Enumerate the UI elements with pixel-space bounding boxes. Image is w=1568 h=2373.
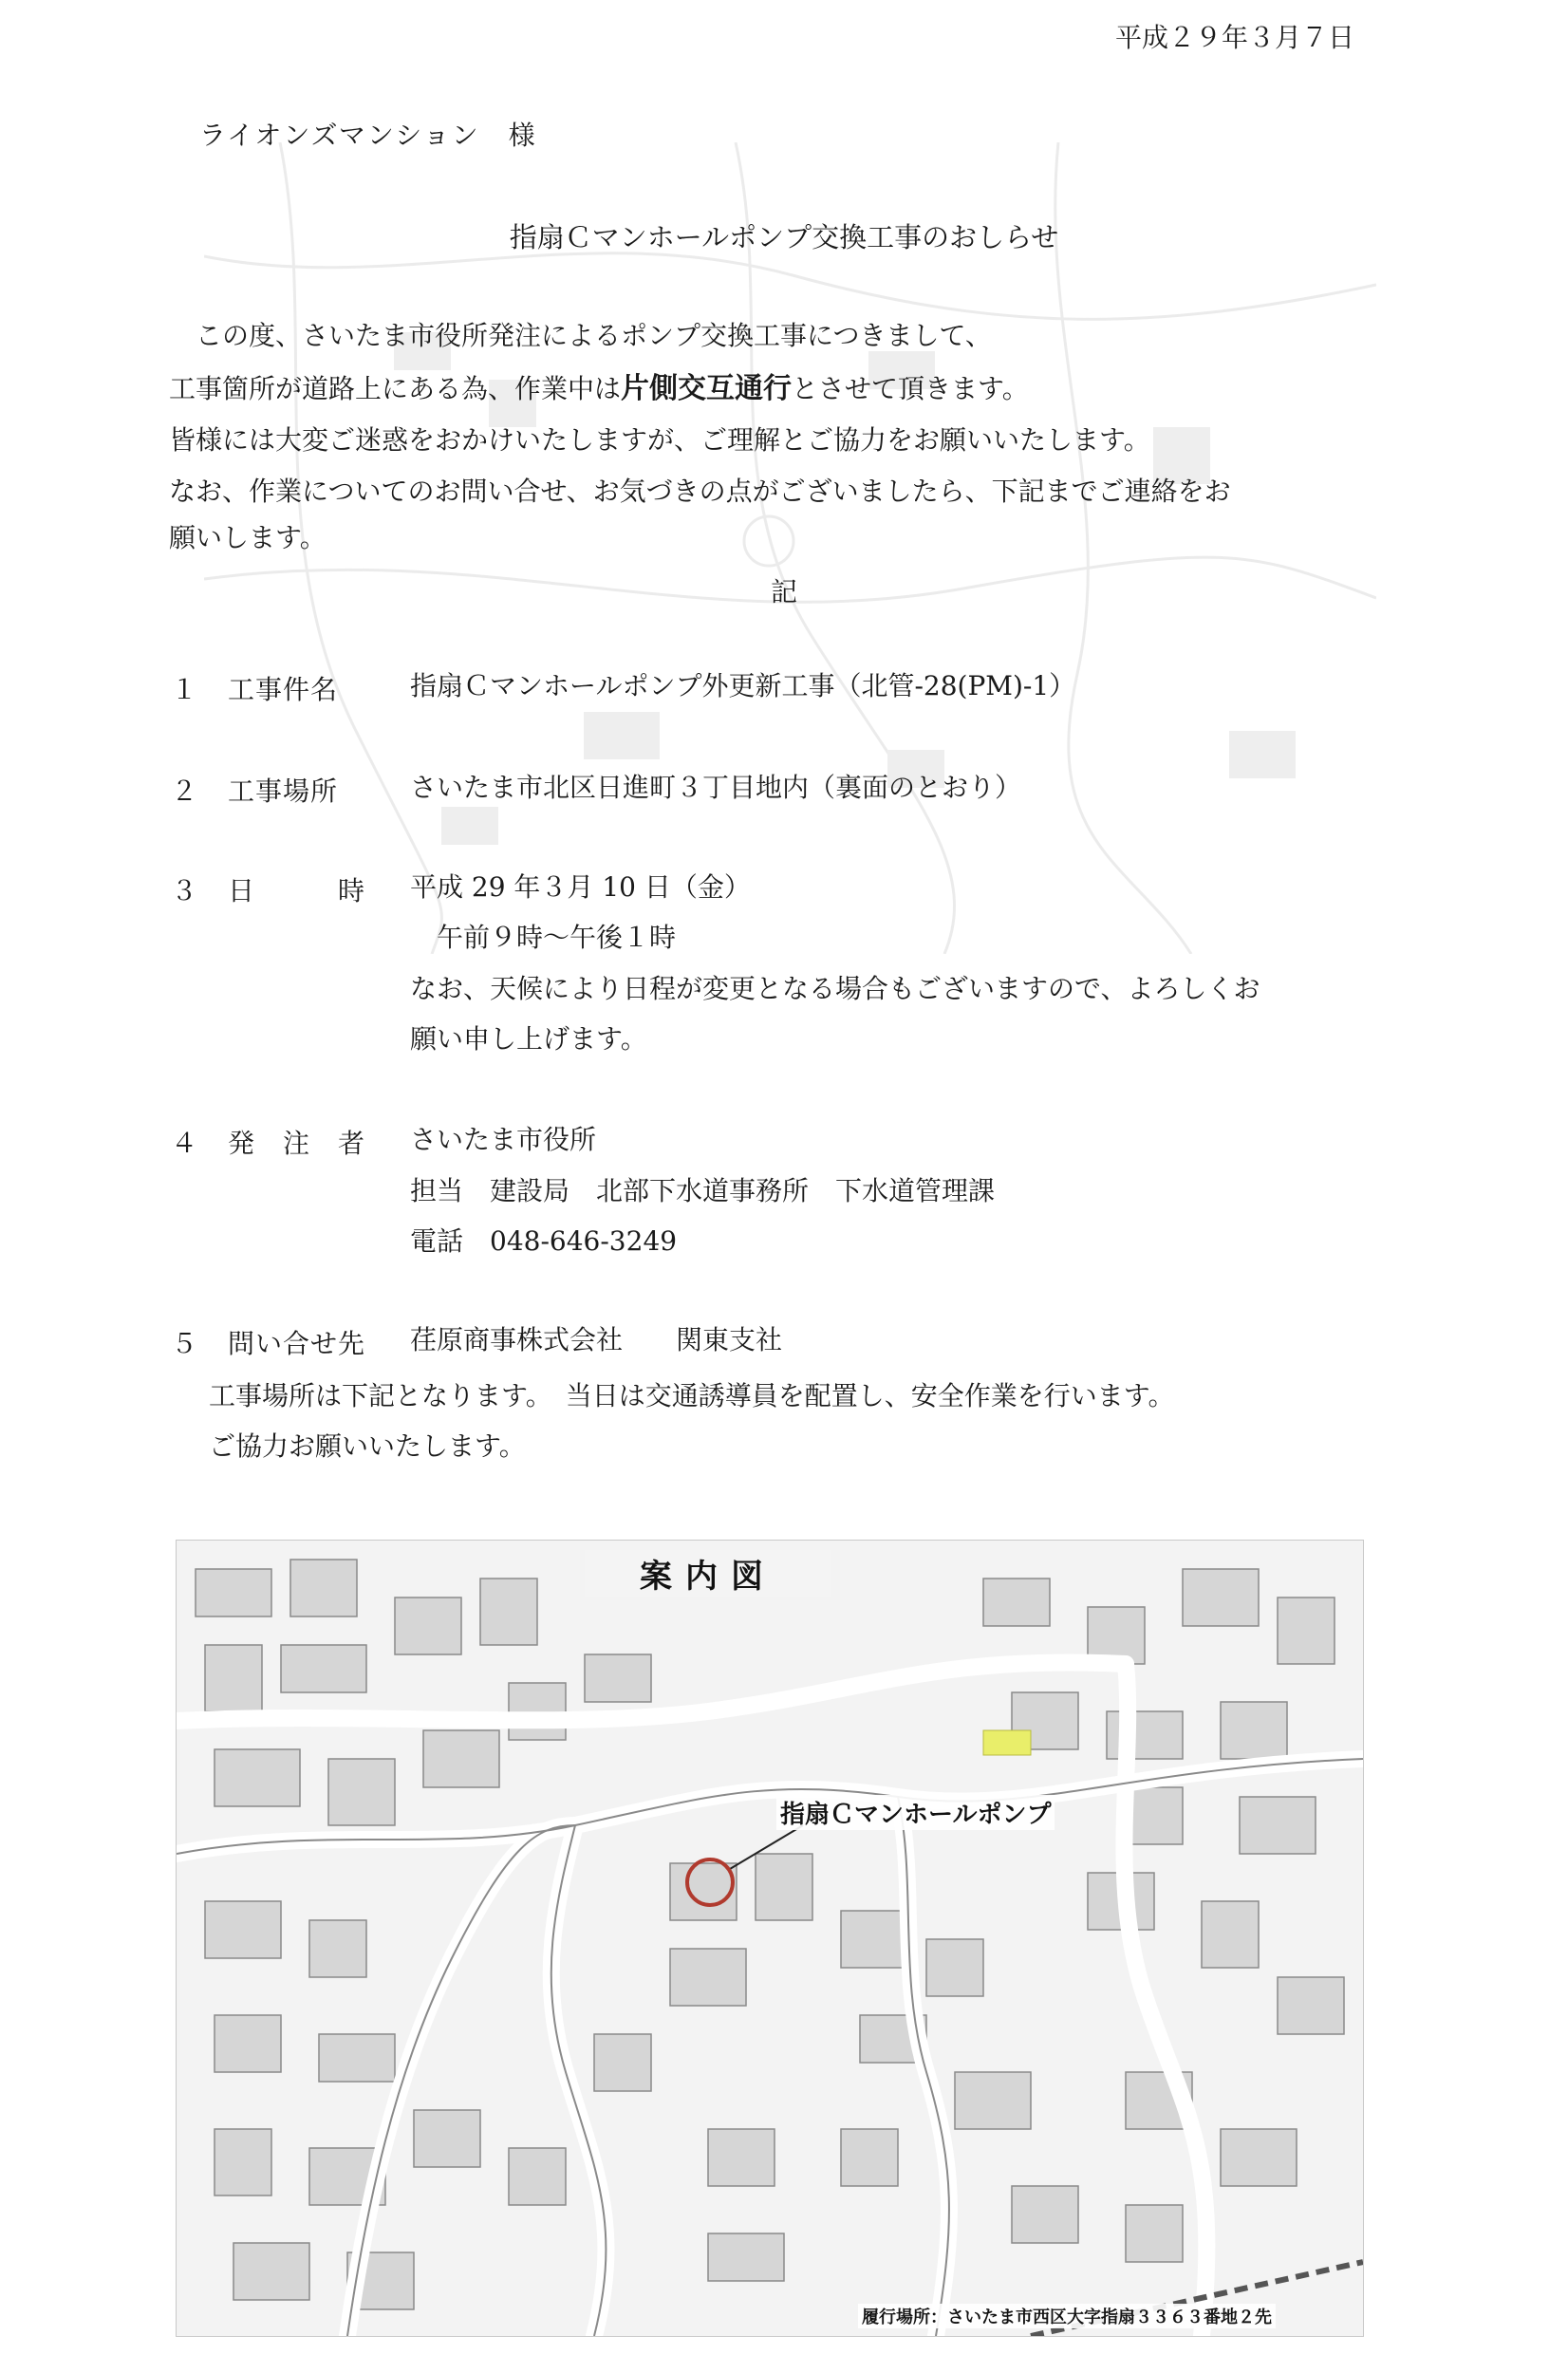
- item-4-phone: 電話 048-646-3249: [410, 1225, 678, 1257]
- item-4-label: 発 注 者: [228, 1128, 366, 1159]
- item-4-department: 担当 建設局 北部下水道事務所 下水道管理課: [410, 1175, 996, 1206]
- item-3-note-line-1: なお、天候により日程が変更となる場合もございますので、よろしくお: [410, 973, 1260, 1004]
- map-callout-label: 指扇Ｃマンホールポンプ: [776, 1795, 1055, 1830]
- intro-line-4: なお、作業についてのお問い合せ、お気づきの点がございましたら、下記までご連絡をお: [169, 476, 1231, 507]
- map-site-address: 履行場所：さいたま市西区大字指扇３３６３番地２先: [858, 2304, 1276, 2328]
- item-2-label: 工事場所: [228, 775, 339, 807]
- highlighted-building: [983, 1730, 1031, 1755]
- guide-map: [176, 1540, 1364, 2337]
- item-2-value: さいたま市北区日進町３丁目地内（裏面のとおり）: [410, 772, 1022, 803]
- item-1-label: 工事件名: [228, 674, 339, 705]
- intro-emphasis-one-way: 片側交互通行: [621, 372, 793, 405]
- item-3-date: 平成 29 年３月 10 日（金）: [410, 871, 751, 903]
- intro-line-1: この度、さいたま市役所発注によるポンプ交換工事につきまして、: [196, 320, 992, 351]
- item-4-client: さいたま市役所: [410, 1124, 597, 1155]
- item-5-label: 問い合せ先: [228, 1328, 366, 1359]
- intro-line-2-start: 工事箇所が道路上にある為、作業中は: [169, 373, 622, 404]
- ki-heading: 記: [770, 576, 797, 607]
- item-3-note-line-2: 願い申し上げます。: [410, 1023, 647, 1055]
- intro-line-2: [169, 372, 1029, 406]
- intro-line-5: 願いします。: [169, 522, 327, 553]
- item-5-value: 荏原商事株式会社 関東支社: [410, 1324, 783, 1355]
- item-2-number: ２: [171, 775, 198, 807]
- item-3-time: 午前９時～午後１時: [437, 922, 677, 953]
- map-title: 案内図: [585, 1550, 831, 1597]
- site-note-line-2: ご協力お願いいたします。: [209, 1430, 526, 1462]
- item-4-number: ４: [171, 1128, 198, 1159]
- document-date: 平成２９年３月７日: [1115, 22, 1355, 53]
- item-3-label: 日 時: [228, 875, 366, 906]
- document-title: 指扇Ｃマンホールポンプ交換工事のおしらせ: [509, 221, 1059, 253]
- site-note-line-1: 工事場所は下記となります。 当日は交通誘導員を配置し、安全作業を行います。: [209, 1380, 1175, 1411]
- bleed-through-backdrop: [204, 142, 1376, 954]
- item-5-number: ５: [171, 1328, 198, 1359]
- addressee: ライオンズマンション 様: [199, 120, 537, 151]
- item-3-number: ３: [171, 875, 198, 906]
- item-1-number: １: [171, 674, 198, 705]
- bleed-through-map-graphic: [204, 142, 1376, 954]
- intro-line-3: 皆様には大変ご迷惑をおかけいたしますが、ご理解とご協力をお願いいたします。: [169, 424, 1150, 456]
- item-1-value: 指扇Ｃマンホールポンプ外更新工事（北管-28(PM)-1）: [410, 670, 1076, 701]
- guide-map-graphic: [177, 1541, 1363, 2336]
- intro-line-2-end: とさせて頂きます。: [792, 373, 1029, 404]
